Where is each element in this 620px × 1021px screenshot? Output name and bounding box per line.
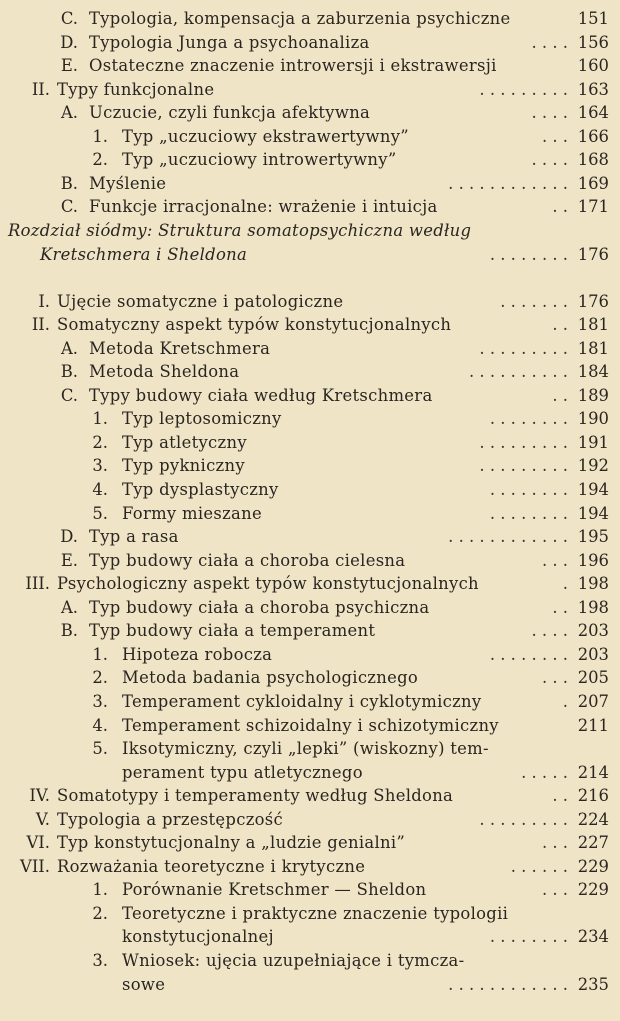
toc-entry (0, 266, 620, 290)
toc-entry (0, 337, 620, 361)
leader-dots: . . . . (531, 621, 568, 641)
page-number: 171 (577, 197, 609, 217)
toc-entry (0, 172, 620, 196)
leader-dots: . . . . . . . . (489, 644, 568, 664)
toc-entry (0, 101, 620, 125)
toc-entry (0, 925, 620, 949)
entry-number: A. (60, 597, 78, 617)
leader-dots: . . . . . . . . . . . . (448, 974, 568, 994)
leader-dots: . . (552, 786, 568, 806)
page-number: 224 (577, 809, 609, 829)
toc-entry (0, 643, 620, 667)
page-number: 194 (577, 480, 609, 499)
entry-title: Kretschmera i Sheldona (40, 244, 248, 264)
page-number: 164 (577, 103, 609, 123)
entry-title: Typ a rasa (89, 527, 179, 547)
page-number: 160 (577, 56, 609, 76)
entry-number: 1. (92, 644, 108, 664)
toc-entry (0, 808, 620, 832)
leader-dots: . . . . . . . . . (479, 79, 568, 99)
toc-entry (0, 596, 620, 620)
page-number: 163 (577, 79, 609, 99)
entry-title: Somatyczny aspekt typów konstytucjonalnych (57, 315, 452, 335)
leader-dots: . . . . . . . . . . (469, 362, 568, 382)
page-number: 189 (577, 385, 609, 405)
page-number: 176 (577, 244, 609, 264)
entry-number: E. (60, 550, 78, 570)
toc-entry (0, 666, 620, 690)
leader-dots: . . . . (531, 150, 568, 170)
entry-title: Typ budowy ciała a choroba cielesna (89, 550, 406, 570)
page-number: 190 (577, 409, 609, 429)
leader-dots: . . . . . . . . (489, 927, 568, 947)
toc-entry (0, 761, 620, 785)
page-number: 203 (577, 621, 609, 641)
page-number: 169 (577, 173, 609, 193)
page-number: 205 (577, 668, 609, 688)
toc-entry (0, 525, 620, 549)
entry-number: B. (60, 362, 78, 382)
toc-entry (0, 290, 620, 314)
entry-number: 2. (92, 668, 108, 688)
leader-dots: . . . . . . . . . (479, 809, 568, 829)
page-number: 198 (577, 574, 609, 594)
toc-entry (0, 878, 620, 902)
entry-title: Typy budowy ciała według Kretschmera (89, 385, 433, 405)
toc-entry (0, 360, 620, 384)
toc-entry (0, 407, 620, 431)
entry-number: 4. (92, 480, 108, 499)
entry-number: 2. (92, 903, 108, 923)
entry-number: B. (60, 621, 78, 641)
entry-title: Somatotypy i temperamenty według Sheldona (57, 786, 454, 806)
toc-entry (0, 619, 620, 643)
entry-title: Psychologiczny aspekt typów konstytucjonalnych (57, 574, 479, 594)
toc-entry (0, 125, 620, 149)
entry-title: Myślenie (89, 173, 167, 193)
leader-dots: . . . . . . (510, 856, 568, 876)
page-number: 198 (577, 597, 609, 617)
page-number: 216 (577, 786, 609, 806)
page-number: 191 (577, 432, 609, 452)
entry-number: C. (60, 197, 78, 217)
entry-title: perament typu atletycznego (122, 762, 363, 782)
page-number: 229 (577, 880, 609, 900)
page-number: 181 (577, 338, 609, 358)
entry-number: III. (25, 574, 50, 594)
entry-title: Teoretyczne i praktyczne znaczenie typologii (122, 903, 509, 923)
entry-number: VII. (20, 856, 50, 876)
leader-dots: . . . . . . . . . (479, 432, 568, 452)
entry-title: Typ budowy ciała a choroba psychiczna (89, 597, 430, 617)
entry-title: Typologia, kompensacja a zaburzenia psychiczne (89, 9, 511, 28)
entry-title: Typ „uczuciowy ekstrawertywny” (122, 126, 409, 146)
entry-title: Funkcje irracjonalne: wrażenie i intuicja (89, 197, 438, 217)
entry-number: IV. (29, 786, 50, 806)
entry-title: Typ konstytucjonalny a „ludzie genialni” (57, 833, 406, 853)
entry-title: Metoda badania psychologicznego (122, 668, 419, 688)
entry-title: Metoda Kretschmera (89, 338, 271, 358)
entry-number: 3. (92, 951, 108, 970)
entry-number: C. (60, 9, 78, 28)
toc-entry (0, 148, 620, 172)
entry-title: Uczucie, czyli funkcja afektywna (89, 103, 371, 123)
leader-dots: . . . . . . . . (489, 244, 568, 264)
entry-number: 3. (92, 691, 108, 711)
page-number: 211 (577, 715, 609, 735)
toc-entry (0, 737, 620, 761)
leader-dots: . . . . . . . . . . . . (448, 173, 568, 193)
entry-number: A. (60, 103, 78, 123)
toc-entry (0, 902, 620, 926)
toc-entry (0, 714, 620, 738)
entry-title: Ostateczne znaczenie introwersji i ekstrawersji (89, 56, 497, 76)
entry-title: Typ „uczuciowy introwertywny” (122, 150, 397, 170)
page-number: 203 (577, 644, 609, 664)
page-number: 194 (577, 503, 609, 523)
entry-number: B. (60, 173, 78, 193)
toc-entry (0, 78, 620, 102)
entry-number: 4. (92, 715, 108, 735)
entry-number: 2. (92, 432, 108, 452)
toc-entry (0, 973, 620, 997)
entry-number: II. (31, 79, 50, 99)
leader-dots: . . . (541, 833, 568, 853)
page-number: 195 (577, 527, 609, 547)
toc-entry (0, 384, 620, 408)
page-number: 227 (577, 833, 609, 853)
page-number: 156 (577, 32, 609, 52)
entry-number: I. (38, 291, 50, 311)
entry-title: Rozdział siódmy: Struktura somatopsychiczna według (8, 220, 472, 240)
leader-dots: . . . . . . . . (489, 503, 568, 523)
page-number: 196 (577, 550, 609, 570)
entry-title: Typologia Junga a psychoanaliza (89, 32, 370, 52)
entry-title: Typ dysplastyczny (122, 480, 279, 499)
entry-number: D. (60, 527, 78, 547)
toc-entry (0, 431, 620, 455)
leader-dots: . . (552, 597, 568, 617)
entry-title: Typ leptosomiczny (122, 409, 282, 429)
entry-number: D. (60, 32, 78, 52)
leader-dots: . . (552, 385, 568, 405)
page-number: 151 (577, 9, 609, 28)
entry-number: 1. (92, 126, 108, 146)
toc-entry (0, 313, 620, 337)
leader-dots: . . . . . . . . . . . . (448, 527, 568, 547)
entry-number: V. (35, 809, 50, 829)
entry-title: Typologia a przestępczość (57, 809, 283, 829)
leader-dots: . (562, 574, 568, 594)
entry-title: Temperament cykloidalny i cyklotymiczny (122, 691, 482, 711)
page-number: 166 (577, 126, 609, 146)
leader-dots: . . . . . . . . (489, 409, 568, 429)
page-number: 235 (577, 974, 609, 994)
toc-entry (0, 454, 620, 478)
entry-number: 3. (92, 456, 108, 476)
leader-dots: . . . (541, 668, 568, 688)
leader-dots: . . . (541, 880, 568, 900)
page-number: 184 (577, 362, 609, 382)
entry-number: VI. (26, 833, 50, 853)
toc-entry (0, 195, 620, 219)
toc-entry (0, 478, 620, 502)
entry-title: Metoda Sheldona (89, 362, 240, 382)
toc-entry (0, 690, 620, 714)
leader-dots: . . . . . . . . . (479, 338, 568, 358)
leader-dots: . . . . . (521, 762, 568, 782)
page-number: 168 (577, 150, 609, 170)
entry-title: Wniosek: ujęcia uzupełniające i tymcza- (122, 951, 465, 970)
leader-dots: . . . (541, 126, 568, 146)
entry-number: A. (60, 338, 78, 358)
leader-dots: . (562, 691, 568, 711)
entry-title: Typy funkcjonalne (57, 79, 215, 99)
toc-entry (0, 784, 620, 808)
leader-dots: . . . (541, 550, 568, 570)
entry-title: konstytucjonalnej (122, 927, 274, 947)
entry-number: 5. (92, 739, 108, 759)
entry-title: Typ atletyczny (122, 432, 247, 452)
entry-title: Formy mieszane (122, 503, 262, 523)
page-number: 214 (577, 762, 609, 782)
leader-dots: . . . . (531, 32, 568, 52)
page-number: 234 (577, 927, 609, 947)
toc-entry (0, 831, 620, 855)
entry-title: Rozważania teoretyczne i krytyczne (57, 856, 366, 876)
leader-dots: . . . . (531, 103, 568, 123)
entry-number: 5. (92, 503, 108, 523)
page-number: 192 (577, 456, 609, 476)
entry-number: 2. (92, 150, 108, 170)
toc-entry (0, 549, 620, 573)
leader-dots: . . (552, 315, 568, 335)
page-number: 181 (577, 315, 609, 335)
entry-number: 1. (92, 880, 108, 900)
entry-number: E. (60, 56, 78, 76)
toc-entry (0, 54, 620, 78)
entry-title: Ujęcie somatyczne i patologiczne (57, 291, 344, 311)
leader-dots: . . . . . . . (500, 291, 568, 311)
entry-title: Hipoteza robocza (122, 644, 273, 664)
entry-title: sowe (122, 974, 166, 994)
entry-title: Temperament schizoidalny i schizotymiczny (122, 715, 499, 735)
entry-title: Typ budowy ciała a temperament (89, 621, 376, 641)
entry-number: 1. (92, 409, 108, 429)
entry-title: Porównanie Kretschmer — Sheldon (122, 880, 427, 900)
chapter-heading-line (0, 243, 620, 267)
leader-dots: . . (552, 197, 568, 217)
chapter-heading-line (0, 219, 620, 243)
toc-entry (0, 855, 620, 879)
leader-dots: . . . . . . . . (489, 480, 568, 499)
toc-entry (0, 31, 620, 55)
entry-title: Typ pykniczny (122, 456, 245, 476)
toc-entry (0, 949, 620, 973)
entry-title: Iksotymiczny, czyli „lepki” (wiskozny) tem- (122, 739, 489, 759)
toc-entry (0, 7, 620, 31)
leader-dots: . . . . . . . . . (479, 456, 568, 476)
page-number: 229 (577, 856, 609, 876)
toc-entry (0, 502, 620, 526)
toc-entry (0, 572, 620, 596)
entry-number: II. (31, 315, 50, 335)
page-number: 207 (577, 691, 609, 711)
entry-number: C. (60, 385, 78, 405)
page-number: 176 (577, 291, 609, 311)
